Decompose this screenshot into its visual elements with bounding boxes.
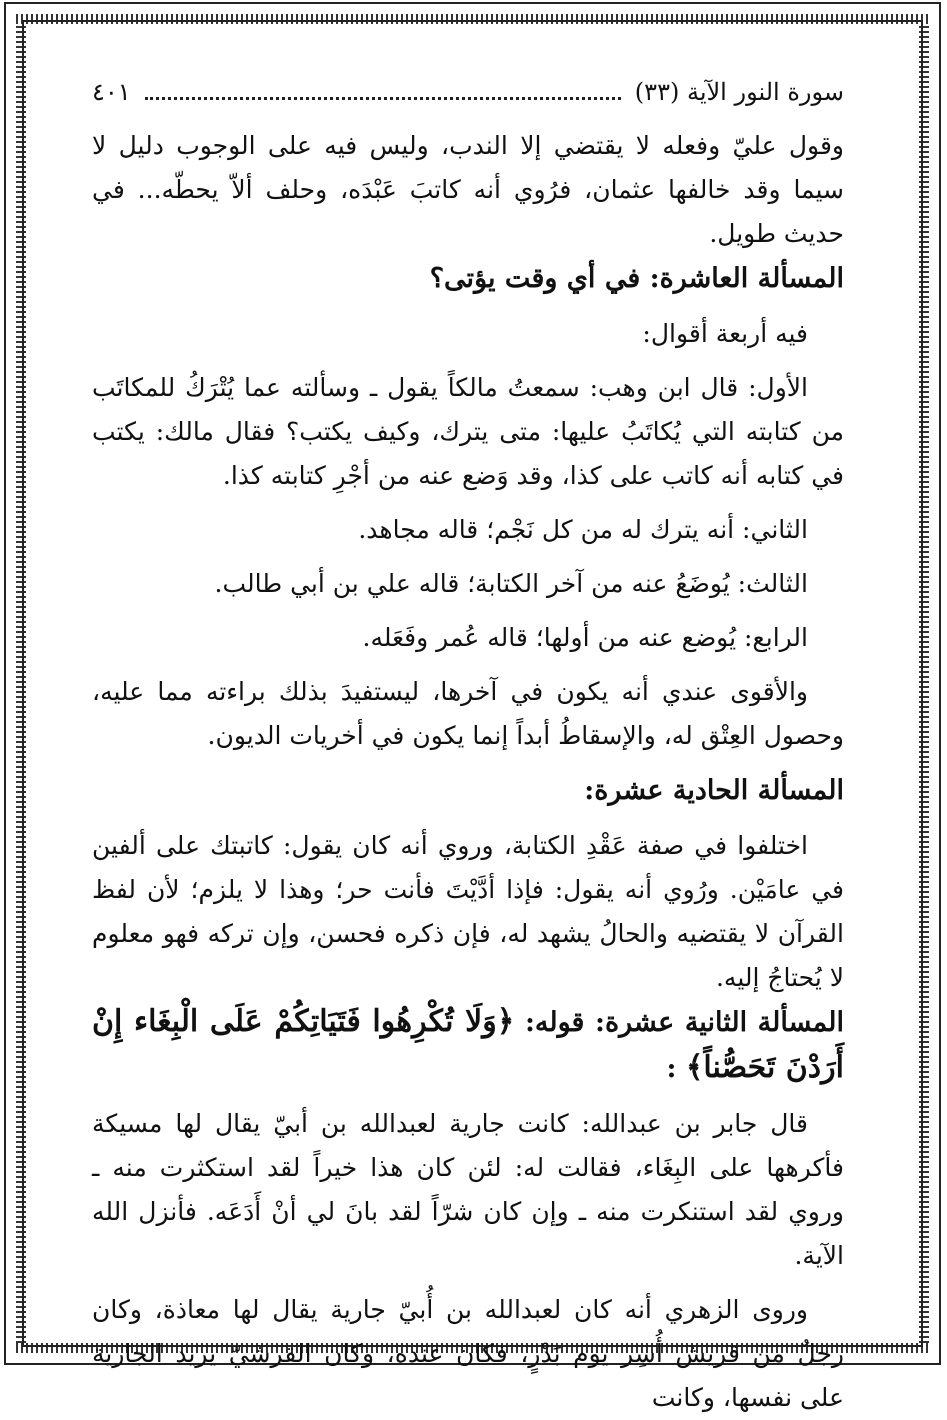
paragraph: فيه أربعة أقوال: [642,319,808,348]
quran-verse: ﴿وَلَا تُكْرِهُوا فَتَيَاتِكُمْ عَلَى الْبِغَاء إِنْ أَرَدْنَ تَحَصُّناً﴾ [92,1004,844,1085]
paragraph: وروى الزهري أنه كان لعبدالله بن أُبيّ جارية يقال لها معاذة، وكان رجلٌ من قريش أُسِر يوم بَدْرٍ، فكان عنده، وكان القرشيّ يريد الجارية على نفسها، وكانت [92,1295,844,1412]
heading-label: المسألة الثانية عشرة: قوله: [524,1007,844,1038]
paragraph: قال جابر بن عبدالله: كانت جارية لعبدالله بن أبيّ يقال لها مسيكة فأكرهها على البِغَاء، فقالت له: لئن كان هذا خيراً لقد استكثرت منه ـ وروي لقد استنكرت منه ـ وإن كان شرّاً لقد بانَ لي أنْ أَدَعَه. فأنزل الله الآية. [92,1109,844,1270]
page-content [92,72,844,1420]
heading-colon: : [666,1053,677,1084]
paragraph: وقول عليّ وفعله لا يقتضي إلا الندب، وليس فيه على الوجوب دليل لا سيما وقد خالفها عثمان، فرُوي أنه كاتبَ عَبْدَه، وحلف ألاّ يحطّه... في حديث طويل. [92,131,844,248]
paragraph: الثاني: أنه يترك له من كل نَجْم؛ قاله مجاهد. [358,515,808,544]
paragraph: الأول: قال ابن وهب: سمعتُ مالكاً يقول ـ وسألته عما يُتْرَكُ للمكاتَب من كتابته التي يُكاتَبُ عليها: متى يترك، وكيف يكتب؟ فقال مالك: يكتب في كتابه أنه كاتب على كذا، وقد وَضع عنه من أجْرِ كتابته كذا. [92,373,844,490]
paragraph: الرابع: يُوضع عنه من أولها؛ قاله عُمر وفَعَله. [362,623,808,652]
section-heading: المسألة العاشرة: في أي وقت يؤتى؟ [429,263,844,294]
section-heading-verse [92,1000,844,1092]
paragraph: الثالث: يُوضَعُ عنه من آخر الكتابة؛ قاله علي بن أبي طالب. [214,569,808,598]
paragraph: اختلفوا في صفة عَقْدِ الكتابة، وروي أنه كان يقول: كاتبتك على ألفين في عامَيْن. ورُوي أنه يقول: فإذا أدَّيْتَ فأنت حر؛ وهذا لا يلزم؛ لأن لفظ القرآن لا يقتضيه والحالُ يشهد له، فإن ذكره فحسن، وإن تركه فهو معلوم لا يُحتاجُ إليه. [92,831,845,992]
page-number: ٤٠١ [92,78,131,106]
leader-dots [145,85,621,100]
running-header [92,72,844,112]
paragraph: والأقوى عندي أنه يكون في آخرها، ليستفيدَ بذلك براءته مما عليه، وحصول العِتْق له، والإسقاطُ أبداً إنما يكون في أخريات الديون. [92,677,844,750]
section-heading: المسألة الحادية عشرة: [584,775,844,806]
chapter-title: سورة النور الآية (٣٣) [634,78,844,106]
